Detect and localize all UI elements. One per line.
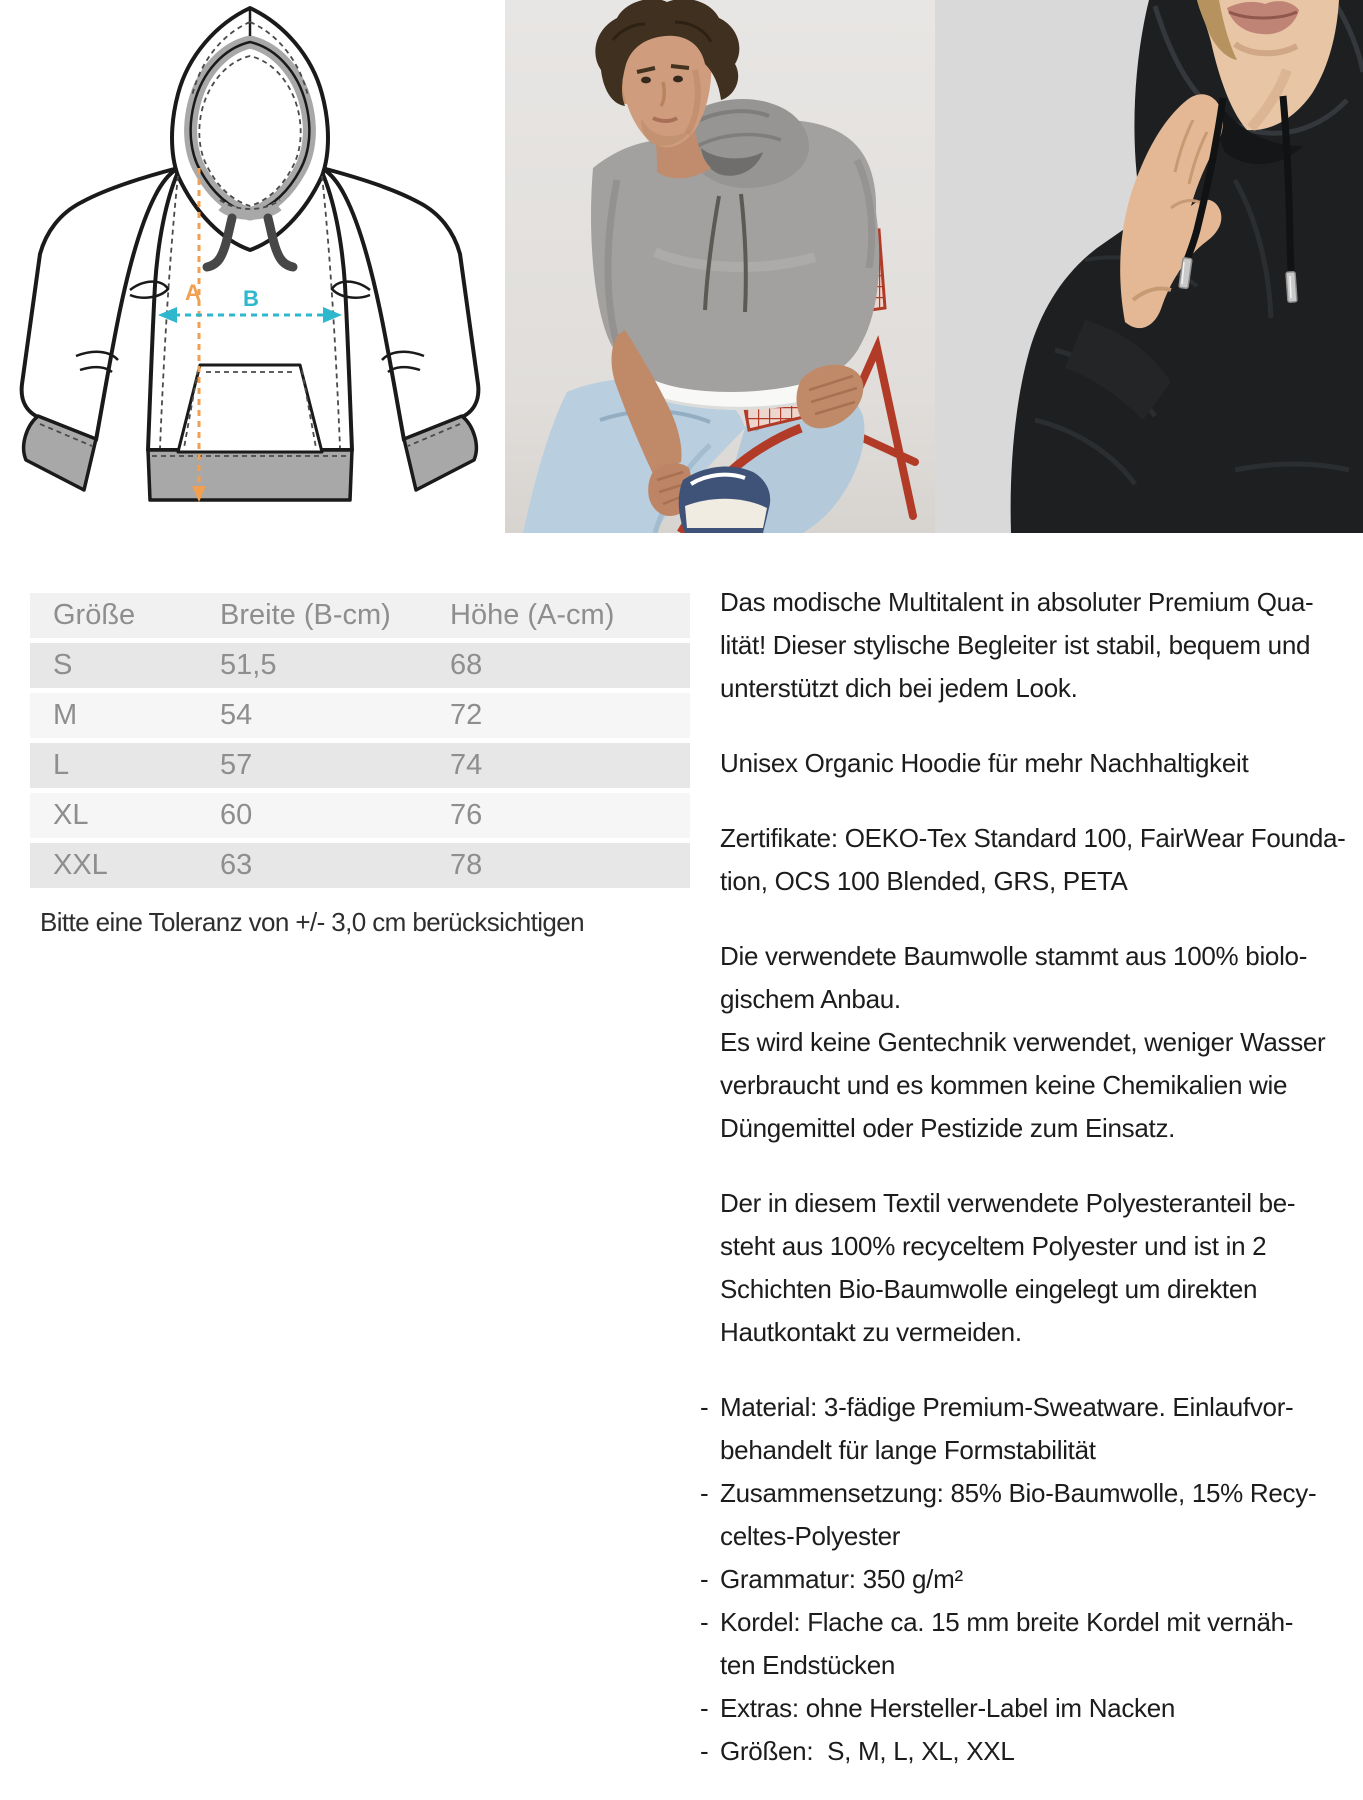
height-label: A [185, 280, 201, 305]
bullet-text: Zusammensetzung: 85% Bio-Baumwolle, 15% Recy- celtes-Polyester [720, 1478, 1317, 1551]
male-model-illustration [505, 0, 935, 533]
size-table-cell: XL [53, 799, 89, 831]
bullet-dash: - [700, 1693, 709, 1723]
size-table-cell: 72 [450, 699, 483, 731]
bullet-dash: - [700, 1736, 709, 1766]
bullet-dash: - [700, 1564, 709, 1594]
col-header-height: Höhe (A-cm) [450, 599, 615, 631]
hoodie-measurement-diagram [0, 0, 505, 533]
bullet-item [700, 1730, 1363, 1773]
product-media-row [0, 0, 1363, 533]
size-table-cell: 51,5 [220, 649, 277, 681]
bullet-dash: - [700, 1478, 709, 1508]
bullet-text: Extras: ohne Hersteller-Label im Nacken [720, 1693, 1176, 1723]
col-header-size: Größe [53, 599, 136, 631]
bullet-item [700, 1386, 1363, 1472]
bullet-item [700, 1472, 1363, 1558]
product-photo-model-male [505, 0, 935, 533]
size-info [30, 588, 690, 938]
size-table-cell: M [53, 699, 78, 731]
tolerance-note: Bitte eine Toleranz von +/- 3,0 cm berücksichtigen [40, 907, 584, 937]
size-table-cell: 76 [450, 799, 483, 831]
size-table-row [30, 643, 690, 688]
description-paragraph: Die verwendete Baumwolle stammt aus 100% biolo- gischem Anbau. Es wird keine Gentechnik verwendet, weniger Wasser verbraucht und es kommen keine Chemikalien wie Düngemittel oder Pestizide zum Einsatz. [720, 941, 1326, 1143]
size-table [30, 588, 690, 893]
size-table-cell: S [53, 649, 73, 681]
width-label: B [243, 286, 259, 311]
size-table-cell: 78 [450, 849, 483, 881]
bullet-dash: - [700, 1607, 709, 1637]
description-paragraph: Das modische Multitalent in absoluter Premium Qua- lität! Dieser stylische Begleiter ist stabil, bequem und unterstützt dich bei jedem Look. [720, 587, 1314, 703]
product-description [700, 581, 1363, 1773]
description-paragraph: Der in diesem Textil verwendete Polyesteranteil be- steht aus 100% recyceltem Polyester und ist in 2 Schichten Bio-Baumwolle eingelegt um direkten Hautkontakt zu vermeiden. [720, 1188, 1296, 1347]
sneaker [679, 466, 770, 533]
bullet-text: Material: 3-fädige Premium-Sweatware. Einlaufvor- behandelt für lange Formstabilität [720, 1392, 1294, 1465]
bullet-text: Größen: S, M, L, XL, XXL [720, 1736, 1015, 1766]
bullet-item [700, 1687, 1363, 1730]
size-table-cell: 60 [220, 799, 253, 831]
size-table-row [30, 793, 690, 838]
size-table-cell: 63 [220, 849, 253, 881]
col-header-width: Breite (B-cm) [220, 599, 391, 631]
bullet-text: Grammatur: 350 g/m² [720, 1564, 963, 1594]
bullet-dash: - [700, 1392, 709, 1422]
size-table-cell: 74 [450, 749, 483, 781]
size-table-row [30, 693, 690, 738]
bullet-text: Kordel: Flache ca. 15 mm breite Kordel mit vernäh- ten Endstücken [720, 1607, 1294, 1680]
size-table-row [30, 843, 690, 888]
size-table-cell: 54 [220, 699, 253, 731]
bullet-item [700, 1601, 1363, 1687]
size-diagram-panel [0, 0, 505, 533]
description-paragraph: Zertifikate: OEKO-Tex Standard 100, FairWear Founda- tion, OCS 100 Blended, GRS, PETA [720, 823, 1346, 896]
description-paragraphs [720, 581, 1363, 1354]
product-photo-model-female [935, 0, 1363, 533]
size-table-cell: XXL [53, 849, 108, 881]
size-table-header-row [30, 593, 690, 638]
size-table-cell: 57 [220, 749, 253, 781]
female-model-illustration [935, 0, 1363, 533]
size-table-body [30, 643, 690, 888]
description-bullet-list [700, 1386, 1363, 1773]
hem-band [148, 450, 352, 500]
description-paragraph: Unisex Organic Hoodie für mehr Nachhaltigkeit [720, 748, 1249, 778]
size-table-cell: L [53, 749, 70, 781]
bullet-item [700, 1558, 1363, 1601]
size-table-cell: 68 [450, 649, 483, 681]
size-table-row [30, 743, 690, 788]
